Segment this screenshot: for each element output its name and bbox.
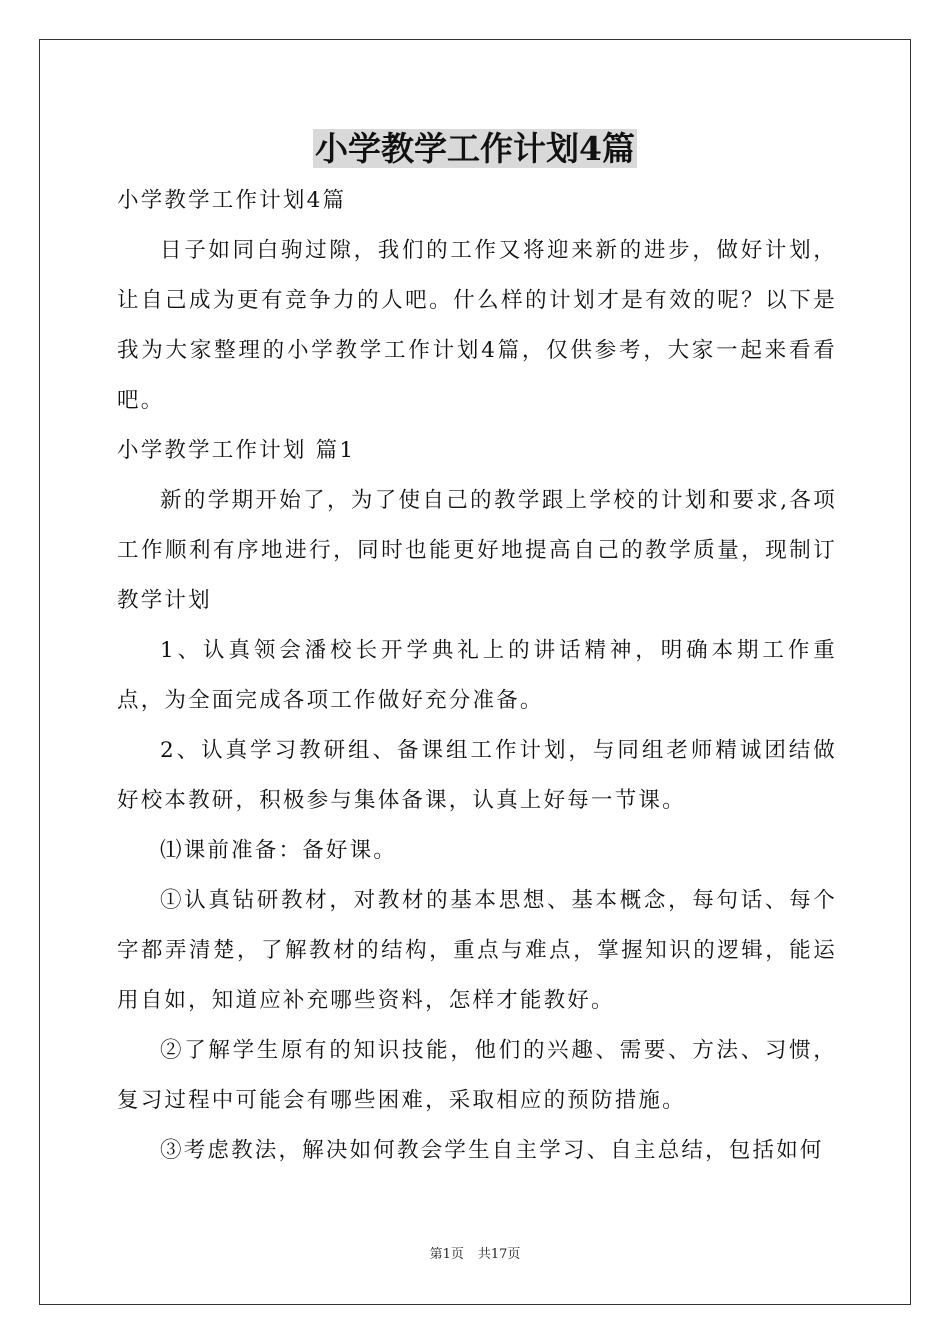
document-title [0,126,950,172]
paragraph: ⑴课前准备：备好课。 [160,838,398,863]
paragraph: ①认真钻研教材，对教材的基本思想、基本概念，每句话、每个字都弄清楚，了解教材的结构，重点与难点，掌握知识的逻辑，能运用自如，知道应补充哪些资料，怎样才能教好。 [117,888,837,1013]
paragraph: 日子如同白驹过隙，我们的工作又将迎来新的进步，做好计划，让自己成为更有竞争力的人吧。什么样的计划才是有效的呢？以下是我为大家整理的小学教学工作计划4篇，仅供参考，大家一起来看看吧。 [117,238,837,413]
page-total: 共17页 [477,1247,521,1262]
paragraph: 1、认真领会潘校长开学典礼上的讲话精神，明确本期工作重点，为全面完成各项工作做好充分准备。 [117,638,837,713]
document-body [117,176,837,1176]
document-title-text: 小学教学工作计划4篇 [315,129,635,168]
paragraph: ②了解学生原有的知识技能，他们的兴趣、需要、方法、习惯，复习过程中可能会有哪些困难，采取相应的预防措施。 [117,1038,837,1113]
paragraph: ③考虑教法，解决如何教会学生自主学习、自主总结，包括如何 [160,1138,824,1163]
paragraph: 小学教学工作计划4篇 [117,188,347,213]
page-footer [0,1246,950,1264]
page-number: 第1页 [429,1247,464,1262]
paragraph: 新的学期开始了，为了使自己的教学跟上学校的计划和要求,各项工作顺利有序地进行，同时也能更好地提高自己的教学质量，现制订教学计划 [117,488,837,613]
paragraph: 2、认真学习教研组、备课组工作计划，与同组老师精诚团结做好校本教研，积极参与集体备课，认真上好每一节课。 [117,738,837,813]
section-heading: 小学教学工作计划 篇1 [117,438,356,463]
